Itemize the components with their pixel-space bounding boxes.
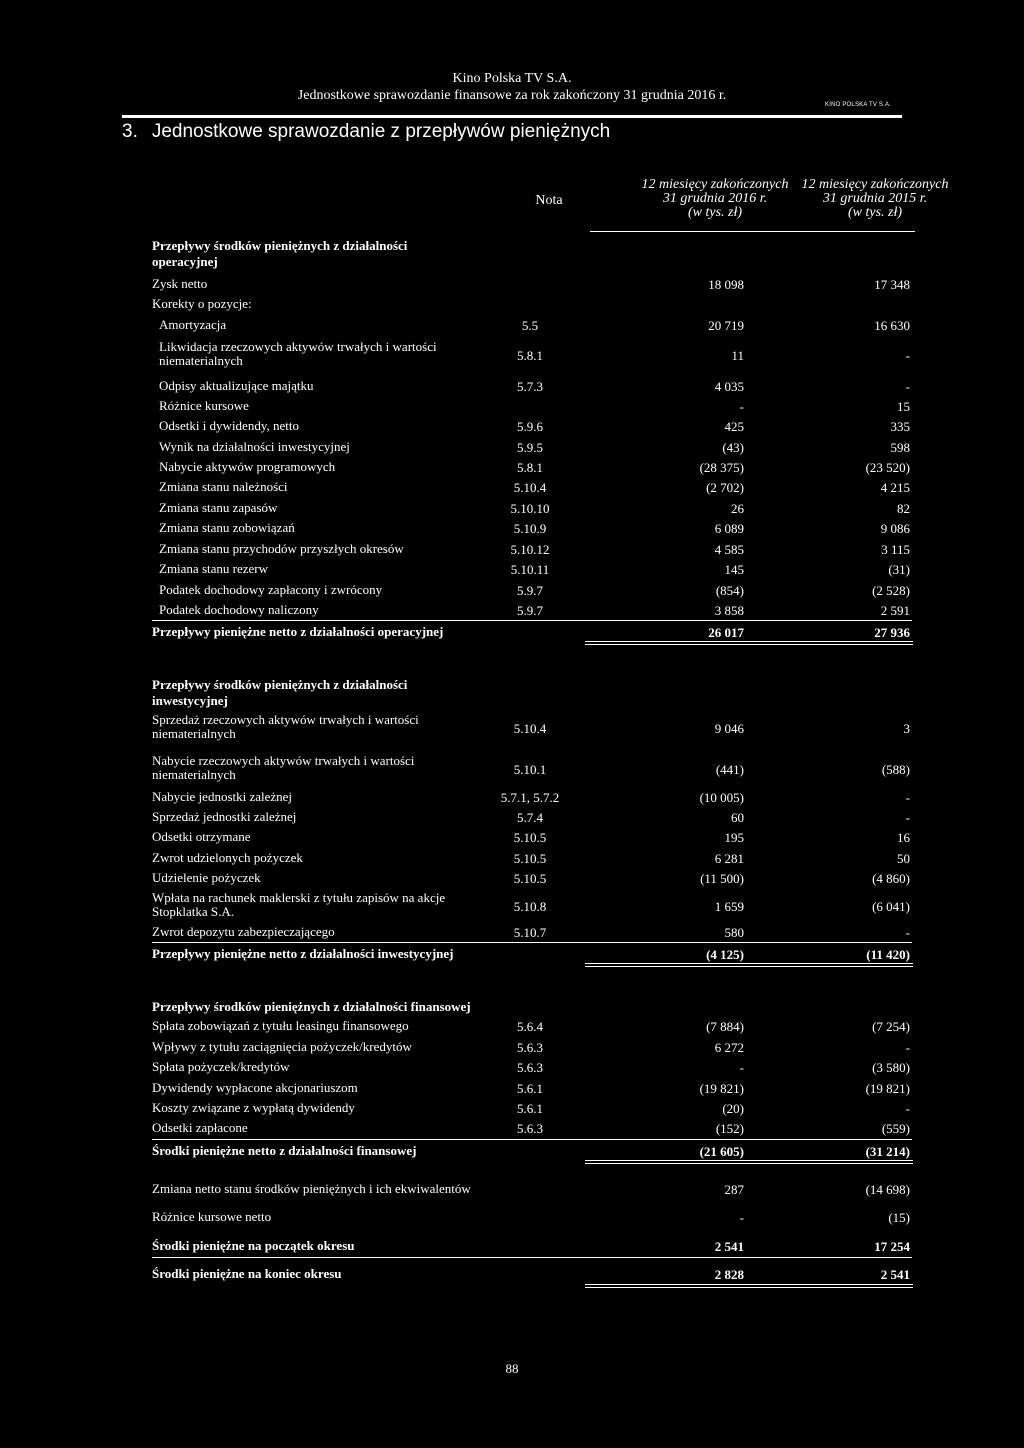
row-note-ref: 5.10.12 (510, 542, 550, 557)
row-value-2015: (2 528) (872, 583, 910, 598)
row-note-ref: 5.10.1 (513, 762, 547, 777)
row-value-2015: 3 115 (881, 542, 910, 557)
row-label: Nabycie aktywów programowych (159, 459, 336, 474)
financing-section-title: Przepływy środków pieniężnych z działalności finansowej (152, 999, 471, 1014)
row-value-2016: 3 858 (714, 603, 744, 618)
operating-subtotal-rule (152, 620, 912, 621)
row-note-ref: 5.8.1 (517, 460, 543, 475)
row-note-ref: 5.7.1, 5.7.2 (500, 790, 560, 805)
row-value-2016: 425 (724, 419, 744, 434)
row-value-2016: 2 828 (714, 1267, 744, 1282)
opening-cash-rule (152, 1257, 912, 1258)
operating-total-double-rule (585, 641, 913, 645)
row-label: Zmiana stanu rezerw (159, 561, 269, 576)
row-value-2016: 26 017 (708, 625, 744, 640)
row-label: Zmiana stanu zobowiązań (159, 520, 295, 535)
row-note-ref: 5.6.3 (517, 1121, 543, 1136)
company-name: Kino Polska TV S.A. (452, 71, 572, 86)
row-value-2016: (441) (715, 762, 744, 777)
row-value-2016: - (739, 399, 744, 414)
row-value-2015: 2 541 (880, 1267, 910, 1282)
row-note-ref: 5.10.5 (513, 871, 547, 886)
row-value-2015: 82 (897, 501, 910, 516)
row-value-2016: 195 (724, 830, 744, 845)
row-note-ref: 5.6.3 (517, 1040, 543, 1055)
investing-section-title: Przepływy środków pieniężnych z działalności inwestycyjnej (152, 677, 408, 708)
row-label: Sprzedaż jednostki zależnej (152, 809, 297, 824)
row-value-2015: (11 420) (866, 947, 910, 962)
row-value-2016: - (739, 1210, 744, 1225)
row-value-2016: 18 098 (708, 277, 744, 292)
row-value-2016: (19 821) (699, 1081, 744, 1096)
row-note-ref: 5.10.5 (513, 851, 547, 866)
row-label: Amortyzacja (159, 317, 227, 332)
row-label: Wpływy z tytułu zaciągnięcia pożyczek/kredytów (152, 1039, 412, 1054)
row-value-2016: 4 585 (714, 542, 744, 557)
row-note-ref: 5.9.6 (517, 419, 543, 434)
row-label: Dywidendy wypłacone akcjonariuszom (152, 1080, 358, 1095)
operating-section-title: Przepływy środków pieniężnych z działalności operacyjnej (152, 238, 408, 269)
row-label: Nabycie rzeczowych aktywów trwałych i wartości niematerialnych (152, 753, 415, 782)
row-note-ref: 5.10.5 (513, 830, 547, 845)
column-header-2015-line2: 31 grudnia 2015 r. (822, 191, 928, 206)
row-value-2015: (6 041) (872, 899, 910, 914)
row-value-2016: (2 702) (706, 480, 744, 495)
row-note-ref: 5.9.7 (517, 583, 543, 598)
row-label: Korekty o pozycje: (152, 296, 252, 311)
row-label: Wpłata na rachunek maklerski z tytułu zapisów na akcje Stopklatka S.A. (152, 890, 446, 919)
row-value-2015: (31 214) (865, 1144, 910, 1159)
row-value-2015: 50 (897, 851, 910, 866)
row-note-ref: 5.8.1 (517, 348, 543, 363)
row-label: Różnice kursowe (159, 398, 249, 413)
row-label: Podatek dochodowy naliczony (159, 602, 319, 617)
row-note-ref: 5.10.8 (513, 899, 547, 914)
row-value-2015: 27 936 (874, 625, 910, 640)
row-note-ref: 5.7.4 (517, 810, 543, 825)
row-value-2016: 2 541 (714, 1239, 744, 1254)
row-note-ref: 5.10.7 (513, 925, 547, 940)
row-label: Zmiana stanu zapasów (159, 500, 278, 515)
row-value-2015: 335 (890, 419, 910, 434)
row-value-2015: - (905, 348, 910, 363)
row-value-2015: (23 520) (865, 460, 910, 475)
row-value-2015: 17 254 (874, 1239, 910, 1254)
row-value-2015: - (905, 790, 910, 805)
row-value-2015: (559) (881, 1121, 910, 1136)
row-value-2015: (4 860) (872, 871, 910, 886)
row-label: Zwrot depozytu zabezpieczającego (152, 924, 335, 939)
row-label: Odsetki i dywidendy, netto (159, 418, 299, 433)
row-value-2016: (21 605) (699, 1144, 744, 1159)
row-value-2016: (43) (722, 440, 744, 455)
row-value-2015: - (905, 379, 910, 394)
row-value-2016: (152) (715, 1121, 744, 1136)
row-note-ref: 5.10.4 (513, 480, 547, 495)
header-divider (122, 115, 902, 118)
row-value-2015: (31) (888, 562, 910, 577)
row-note-ref: 5.9.5 (517, 440, 543, 455)
row-value-2016: (10 005) (699, 790, 744, 805)
column-header-rule (590, 231, 915, 232)
row-value-2015: (14 698) (865, 1182, 910, 1197)
row-value-2015: - (905, 810, 910, 825)
row-note-ref: 5.6.1 (517, 1101, 543, 1116)
row-note-ref: 5.10.9 (513, 521, 547, 536)
row-value-2016: 4 035 (714, 379, 744, 394)
row-value-2016: (7 884) (706, 1019, 744, 1034)
row-label: Spłata pożyczek/kredytów (152, 1059, 290, 1074)
investing-total-double-rule (585, 963, 913, 967)
row-value-2015: 598 (890, 440, 910, 455)
row-value-2015: (3 580) (872, 1060, 910, 1075)
row-value-2015: 15 (897, 399, 910, 414)
row-note-ref: 5.6.3 (517, 1060, 543, 1075)
column-header-2015-line1: 12 miesięcy zakończonych (801, 177, 949, 192)
row-note-ref: 5.6.4 (517, 1019, 543, 1034)
row-label: Odpisy aktualizujące majątku (159, 378, 314, 393)
row-value-2016: 20 719 (708, 318, 744, 333)
row-value-2016: 580 (724, 925, 744, 940)
row-value-2015: 4 215 (880, 480, 910, 495)
row-label: Środki pieniężne na koniec okresu (152, 1266, 342, 1281)
row-value-2015: 2 591 (880, 603, 910, 618)
row-value-2016: 11 (731, 348, 744, 363)
row-label: Zysk netto (152, 276, 208, 291)
financing-total-double-rule (585, 1160, 913, 1164)
row-label: Zmiana stanu należności (159, 479, 288, 494)
row-note-ref: 5.10.4 (513, 721, 547, 736)
row-label: Koszty związane z wypłatą dywidendy (152, 1100, 355, 1115)
row-label: Przepływy pieniężne netto z działalności operacyjnej (152, 624, 444, 639)
row-label: Zwrot udzielonych pożyczek (152, 850, 303, 865)
row-value-2015: 9 086 (880, 521, 910, 536)
row-value-2016: (854) (715, 583, 744, 598)
row-note-ref: 5.9.7 (517, 603, 543, 618)
row-value-2015: 16 (897, 830, 910, 845)
column-header-2016-line1: 12 miesięcy zakończonych (641, 177, 789, 192)
column-header-2015-line3: (w tys. zł) (847, 205, 903, 220)
row-label: Przepływy pieniężne netto z działalności inwestycyjnej (152, 946, 454, 961)
row-value-2016: 287 (724, 1182, 744, 1197)
row-label: Odsetki otrzymane (152, 829, 251, 844)
row-label: Spłata zobowiązań z tytułu leasingu finansowego (152, 1018, 409, 1033)
row-value-2015: (15) (888, 1210, 910, 1225)
row-note-ref: 5.6.1 (517, 1081, 543, 1096)
row-value-2015: - (905, 1101, 910, 1116)
financing-subtotal-rule (152, 1139, 912, 1140)
row-label: Odsetki zapłacone (152, 1120, 248, 1135)
investing-subtotal-rule (152, 942, 912, 943)
row-label: Środki pieniężne na początek okresu (152, 1238, 355, 1253)
column-header-2015 (780, 178, 970, 220)
column-header-nota: Nota (535, 193, 563, 208)
row-value-2015: 3 (903, 721, 910, 736)
row-value-2016: (11 500) (700, 871, 744, 886)
row-label: Zmiana stanu przychodów przyszłych okresów (159, 541, 404, 556)
row-value-2015: 16 630 (874, 318, 910, 333)
row-value-2015: - (905, 1040, 910, 1055)
row-value-2016: 60 (731, 810, 744, 825)
section-number: 3. (122, 121, 138, 142)
row-value-2015: (19 821) (865, 1081, 910, 1096)
row-note-ref: 5.5 (521, 318, 539, 333)
row-value-2015: - (905, 925, 910, 940)
row-value-2016: 6 281 (714, 851, 744, 866)
row-label: Różnice kursowe netto (152, 1209, 272, 1224)
column-header-2016-line3: (w tys. zł) (687, 205, 743, 220)
row-value-2016: 6 089 (714, 521, 744, 536)
row-label: Zmiana netto stanu środków pieniężnych i ich ekwiwalentów (152, 1181, 471, 1196)
row-note-ref: 5.10.11 (510, 562, 550, 577)
document-title: Jednostkowe sprawozdanie finansowe za rok zakończony 31 grudnia 2016 r. (297, 88, 727, 103)
row-value-2015: (7 254) (872, 1019, 910, 1034)
page-number: 88 (505, 1361, 519, 1376)
row-value-2016: 9 046 (714, 721, 744, 736)
section-title-text: Jednostkowe sprawozdanie z przepływów pieniężnych (151, 121, 611, 142)
row-value-2015: (588) (881, 762, 910, 777)
row-value-2016: 26 (731, 501, 744, 516)
row-label: Sprzedaż rzeczowych aktywów trwałych i wartości niematerialnych (152, 712, 419, 741)
row-label: Likwidacja rzeczowych aktywów trwałych i wartości niematerialnych (159, 339, 437, 368)
row-label: Podatek dochodowy zapłacony i zwrócony (159, 582, 383, 597)
column-header-2016-line2: 31 grudnia 2016 r. (662, 191, 768, 206)
company-logo: KINO POLSKA TV S.A. (825, 102, 892, 108)
row-label: Nabycie jednostki zależnej (152, 789, 293, 804)
row-value-2016: 1 659 (714, 899, 744, 914)
section-title (122, 121, 610, 143)
row-value-2016: (4 125) (706, 947, 744, 962)
row-value-2016: 6 272 (714, 1040, 744, 1055)
row-note-ref: 5.10.10 (510, 501, 550, 516)
row-value-2016: - (739, 1060, 744, 1075)
closing-cash-double-rule (585, 1284, 913, 1288)
row-value-2016: (28 375) (699, 460, 744, 475)
row-note-ref: 5.7.3 (517, 379, 543, 394)
row-value-2016: (20) (722, 1101, 744, 1116)
row-value-2015: 17 348 (874, 277, 910, 292)
row-label: Środki pieniężne netto z działalności finansowej (152, 1143, 417, 1158)
row-value-2016: 145 (724, 562, 744, 577)
row-label: Wynik na działalności inwestycyjnej (159, 439, 350, 454)
row-label: Udzielenie pożyczek (152, 870, 261, 885)
